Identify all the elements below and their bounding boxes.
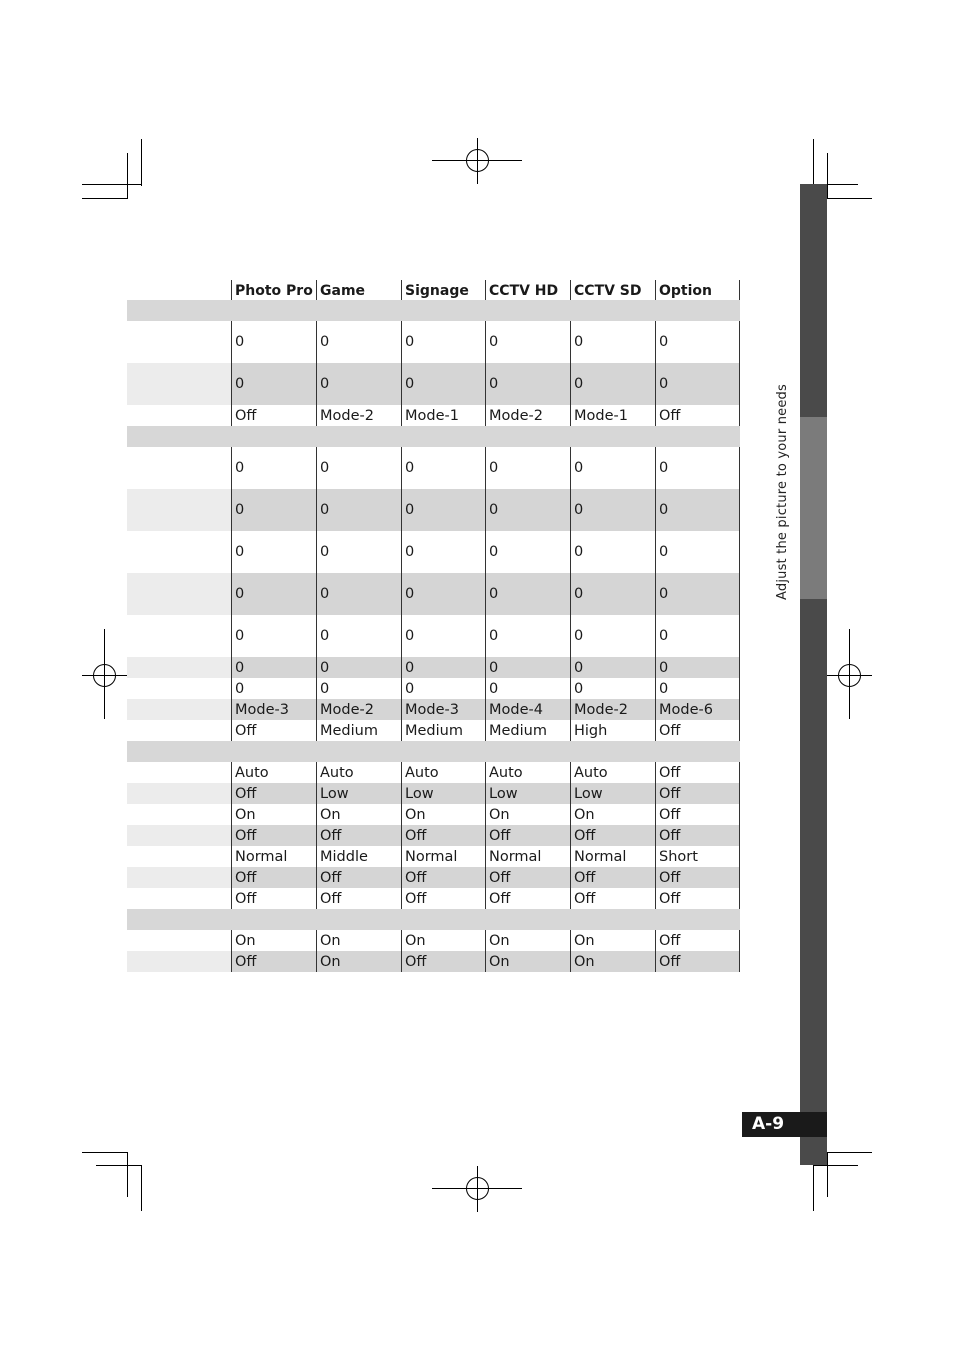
row-label	[127, 405, 231, 426]
column-divider	[401, 447, 402, 741]
table-cell: 0	[574, 460, 584, 476]
table-cell: Medium	[405, 722, 463, 739]
column-divider	[739, 930, 740, 972]
table-cell: Low	[489, 785, 518, 802]
table-cell: Low	[574, 785, 603, 802]
column-divider	[485, 280, 486, 300]
table-cell: Off	[235, 869, 257, 886]
table-cell: Mode-2	[489, 407, 543, 424]
table-cell: 0	[574, 544, 584, 560]
table-cell: 0	[574, 586, 584, 602]
table-row	[127, 363, 740, 405]
table-cell: 0	[489, 680, 499, 697]
column-divider	[316, 930, 317, 972]
table-cell: Short	[659, 848, 698, 865]
table-row	[127, 657, 740, 678]
table-cell: Mode-3	[235, 701, 289, 718]
column-divider	[485, 447, 486, 741]
table-cell: Off	[405, 953, 427, 970]
row-label	[127, 762, 231, 783]
table-cell: Off	[659, 953, 681, 970]
table-cell: Mode-6	[659, 701, 713, 718]
column-divider	[231, 930, 232, 972]
table-cell: 0	[574, 659, 584, 676]
row-label	[127, 951, 231, 972]
table-cell: Off	[659, 785, 681, 802]
table-row	[127, 951, 740, 972]
table-cell: On	[235, 932, 256, 949]
column-divider	[401, 930, 402, 972]
row-label	[127, 657, 231, 678]
row-label	[127, 846, 231, 867]
column-header: Signage	[405, 283, 469, 299]
table-row	[127, 531, 740, 573]
table-cell: Off	[659, 764, 681, 781]
table-cell: Medium	[489, 722, 547, 739]
table-cell: 0	[405, 460, 415, 476]
row-label	[127, 720, 231, 741]
table-cell: On	[574, 953, 595, 970]
table-cell: 0	[489, 502, 499, 518]
table-cell: 0	[405, 544, 415, 560]
column-divider	[570, 447, 571, 741]
row-label	[127, 363, 231, 405]
table-cell: Off	[235, 827, 257, 844]
table-row	[127, 447, 740, 489]
table-cell: 0	[320, 586, 330, 602]
row-label	[127, 321, 231, 363]
table-cell: Normal	[574, 848, 627, 865]
table-cell: Mode-2	[574, 701, 628, 718]
table-cell: High	[574, 722, 608, 739]
table-cell: 0	[659, 376, 669, 392]
table-cell: Auto	[574, 764, 608, 781]
table-cell: Auto	[489, 764, 523, 781]
column-divider	[739, 280, 740, 300]
table-row	[127, 888, 740, 909]
column-divider	[655, 321, 656, 426]
column-divider	[316, 762, 317, 909]
row-label	[127, 867, 231, 888]
row-label	[127, 531, 231, 573]
table-cell: On	[320, 932, 341, 949]
table-cell: 0	[405, 502, 415, 518]
table-cell: 0	[320, 659, 330, 676]
column-divider	[401, 280, 402, 300]
table-cell: Off	[235, 890, 257, 907]
table-cell: Normal	[235, 848, 288, 865]
row-label	[127, 888, 231, 909]
table-cell: 0	[320, 376, 330, 392]
section-header-row	[127, 426, 740, 447]
table-cell: 0	[659, 334, 669, 350]
table-cell: 0	[489, 544, 499, 560]
table-cell: 0	[235, 544, 245, 560]
column-divider	[655, 447, 656, 741]
column-divider	[316, 447, 317, 741]
table-row	[127, 930, 740, 951]
table-cell: Mode-3	[405, 701, 459, 718]
table-cell: Off	[235, 722, 257, 739]
table-row	[127, 405, 740, 426]
table-row	[127, 846, 740, 867]
table-cell: 0	[235, 659, 245, 676]
table-cell: Auto	[405, 764, 439, 781]
table-row	[127, 762, 740, 783]
row-label	[127, 615, 231, 657]
column-divider	[655, 280, 656, 300]
table-cell: On	[405, 806, 426, 823]
chapter-title-text: Adjust the picture to your needs	[775, 384, 790, 600]
table-row	[127, 783, 740, 804]
settings-table	[127, 280, 740, 972]
table-cell: On	[235, 806, 256, 823]
column-header: Photo Pro	[235, 283, 313, 299]
chapter-tab	[800, 184, 827, 1165]
table-cell: Off	[659, 407, 681, 424]
section-header-row	[127, 741, 740, 762]
column-divider	[739, 762, 740, 909]
table-row	[127, 804, 740, 825]
table-cell: On	[320, 953, 341, 970]
table-cell: Off	[235, 407, 257, 424]
column-divider	[485, 321, 486, 426]
table-cell: Off	[320, 827, 342, 844]
table-cell: On	[489, 932, 510, 949]
table-cell: Off	[659, 806, 681, 823]
column-divider	[570, 930, 571, 972]
table-cell: Mode-1	[405, 407, 459, 424]
table-cell: 0	[659, 460, 669, 476]
table-cell: Off	[659, 722, 681, 739]
row-label	[127, 573, 231, 615]
table-cell: Medium	[320, 722, 378, 739]
table-cell: Auto	[235, 764, 269, 781]
column-header: CCTV SD	[574, 283, 642, 299]
table-cell: 0	[489, 586, 499, 602]
row-label	[127, 489, 231, 531]
table-cell: Off	[659, 827, 681, 844]
table-row	[127, 321, 740, 363]
table-cell: 0	[235, 334, 245, 350]
table-cell: Mode-2	[320, 701, 374, 718]
table-cell: Off	[405, 827, 427, 844]
table-cell: Off	[320, 890, 342, 907]
table-cell: Middle	[320, 848, 368, 865]
table-cell: Mode-2	[320, 407, 374, 424]
table-cell: 0	[235, 628, 245, 644]
table-row	[127, 489, 740, 531]
table-cell: 0	[405, 659, 415, 676]
table-row	[127, 867, 740, 888]
table-cell: 0	[320, 680, 330, 697]
table-cell: 0	[574, 376, 584, 392]
column-header: Game	[320, 283, 366, 299]
table-cell: Off	[659, 869, 681, 886]
table-cell: 0	[320, 460, 330, 476]
table-cell: Normal	[489, 848, 542, 865]
table-cell: 0	[659, 544, 669, 560]
table-cell: Off	[405, 869, 427, 886]
table-cell: 0	[659, 628, 669, 644]
table-cell: Off	[405, 890, 427, 907]
table-cell: Off	[574, 869, 596, 886]
table-cell: On	[320, 806, 341, 823]
table-cell: On	[574, 932, 595, 949]
table-cell: Off	[574, 890, 596, 907]
table-cell: 0	[235, 376, 245, 392]
table-cell: Normal	[405, 848, 458, 865]
row-label	[127, 678, 231, 699]
column-divider	[570, 762, 571, 909]
table-cell: 0	[320, 334, 330, 350]
column-divider	[655, 930, 656, 972]
table-cell: On	[574, 806, 595, 823]
row-label	[127, 447, 231, 489]
table-cell: Off	[659, 932, 681, 949]
column-divider	[231, 762, 232, 909]
table-cell: On	[489, 953, 510, 970]
table-cell: On	[489, 806, 510, 823]
table-row	[127, 825, 740, 846]
table-cell: 0	[320, 544, 330, 560]
column-divider	[485, 930, 486, 972]
column-divider	[316, 280, 317, 300]
table-cell: 0	[489, 628, 499, 644]
table-cell: 0	[659, 502, 669, 518]
table-cell: 0	[405, 376, 415, 392]
table-cell: Off	[489, 890, 511, 907]
table-cell: Off	[489, 869, 511, 886]
table-cell: 0	[405, 334, 415, 350]
table-row	[127, 615, 740, 657]
table-row	[127, 678, 740, 699]
table-cell: Off	[235, 785, 257, 802]
table-cell: 0	[320, 502, 330, 518]
table-cell: 0	[489, 376, 499, 392]
column-divider	[231, 280, 232, 300]
section-header-row	[127, 909, 740, 930]
table-cell: 0	[235, 586, 245, 602]
table-cell: 0	[574, 334, 584, 350]
row-label	[127, 783, 231, 804]
table-row	[127, 699, 740, 720]
table-cell: 0	[235, 502, 245, 518]
table-cell: Mode-1	[574, 407, 628, 424]
table-cell: 0	[405, 586, 415, 602]
table-cell: Off	[659, 890, 681, 907]
row-label	[127, 825, 231, 846]
table-row	[127, 573, 740, 615]
row-label	[127, 699, 231, 720]
row-label	[127, 804, 231, 825]
row-label	[127, 930, 231, 951]
table-cell: Off	[489, 827, 511, 844]
table-cell: 0	[405, 680, 415, 697]
table-cell: On	[405, 932, 426, 949]
column-divider	[485, 762, 486, 909]
column-divider	[739, 447, 740, 741]
table-cell: Mode-4	[489, 701, 543, 718]
table-cell: 0	[659, 680, 669, 697]
column-divider	[401, 762, 402, 909]
table-cell: Low	[320, 785, 349, 802]
table-cell: 0	[489, 659, 499, 676]
table-cell: 0	[489, 334, 499, 350]
table-cell: Off	[320, 869, 342, 886]
column-header: CCTV HD	[489, 283, 559, 299]
column-divider	[401, 321, 402, 426]
table-cell: 0	[574, 680, 584, 697]
chapter-tab-highlight	[800, 417, 827, 599]
table-cell: Off	[574, 827, 596, 844]
table-cell: 0	[235, 460, 245, 476]
page-number: A-9	[742, 1112, 827, 1137]
table-cell: 0	[659, 659, 669, 676]
table-cell: 0	[574, 628, 584, 644]
column-divider	[655, 762, 656, 909]
column-divider	[570, 280, 571, 300]
table-cell: 0	[489, 460, 499, 476]
column-divider	[570, 321, 571, 426]
table-cell: Auto	[320, 764, 354, 781]
table-row	[127, 720, 740, 741]
column-header: Option	[659, 283, 712, 299]
table-cell: 0	[235, 680, 245, 697]
section-header-row	[127, 300, 740, 321]
table-cell: Off	[235, 953, 257, 970]
table-cell: 0	[320, 628, 330, 644]
table-cell: 0	[574, 502, 584, 518]
column-divider	[316, 321, 317, 426]
column-divider	[231, 447, 232, 741]
column-divider	[231, 321, 232, 426]
table-cell: Low	[405, 785, 434, 802]
column-divider	[739, 321, 740, 426]
table-cell: 0	[659, 586, 669, 602]
table-cell: 0	[405, 628, 415, 644]
